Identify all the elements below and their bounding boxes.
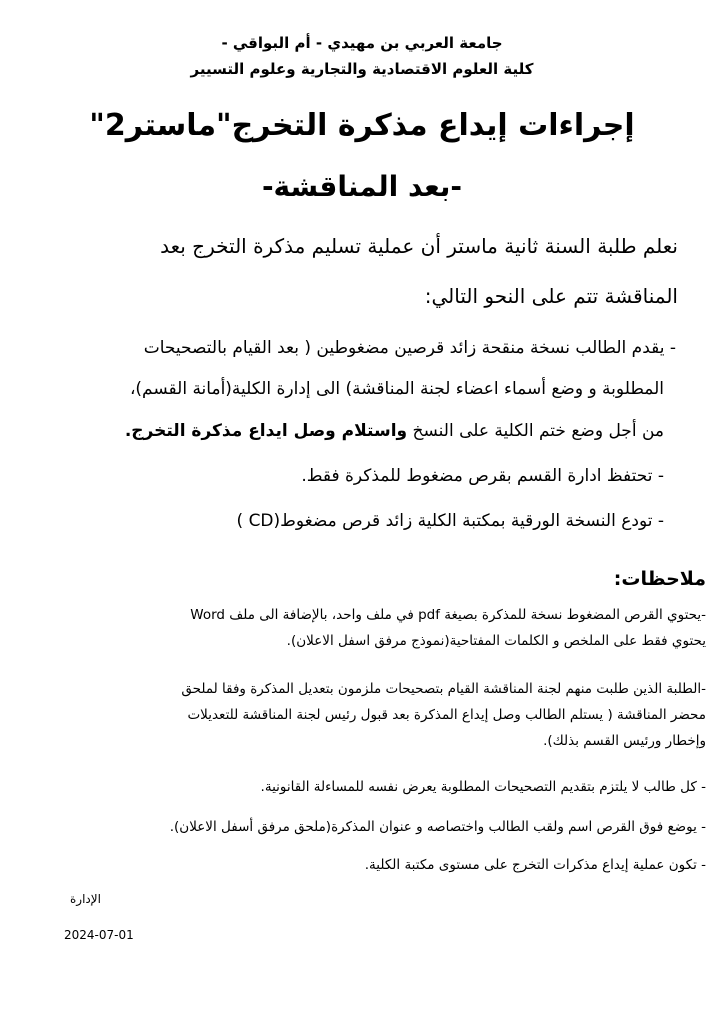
step-1-line-3 — [24, 420, 664, 442]
notes-heading: ملاحظات: — [613, 568, 706, 590]
note-1-line-1: -يحتوي القرص المضغوط نسخة للمذكرة بصيغة pdf في ملف واحد، بالإضافة الى ملف Word — [190, 607, 706, 623]
document-subtitle: -بعد المناقشة- — [261, 170, 463, 203]
intro-line-2: المناقشة تتم على النحو التالي: — [424, 284, 678, 308]
note-2-line-2: محضر المناقشة ( يستلم الطالب وصل إيداع المذكرة بعد قبول رئيس لجنة المناقشة للتعديلات — [187, 707, 706, 723]
signature-administration: الإدارة — [70, 892, 101, 906]
university-name: جامعة العربي بن مهيدي - أم البواقي - — [221, 34, 503, 52]
document-title: إجراءات إيداع مذكرة التخرج"ماستر2" — [89, 108, 635, 143]
note-4: - يوضع فوق القرص اسم ولقب الطالب واختصاصه و عنوان المذكرة(ملحق مرفق أسفل الاعلان). — [169, 819, 706, 835]
step-1-line-3-bold: واستلام وصل ايداع مذكرة التخرج. — [124, 421, 408, 441]
note-1-line-2: يحتوي فقط على الملخص و الكلمات المفتاحية(نموذج مرفق اسفل الاعلان). — [286, 633, 706, 649]
note-3: - كل طالب لا يلتزم بتقديم التصحيحات المطلوبة يعرض نفسه للمساءلة القانونية. — [260, 779, 706, 795]
intro-line-1: نعلم طلبة السنة ثانية ماستر أن عملية تسليم مذكرة التخرج بعد — [160, 234, 678, 258]
note-5: - تكون عملية إيداع مذكرات التخرج على مستوى مكتبة الكلية. — [364, 857, 706, 873]
step-1-line-2: المطلوبة و وضع أسماء اعضاء لجنة المناقشة) الى إدارة الكلية(أمانة القسم)، — [129, 379, 664, 399]
faculty-name: كلية العلوم الاقتصادية والتجارية وعلوم التسيير — [190, 60, 534, 78]
step-1-line-1: - يقدم الطالب نسخة منقحة زائد قرصين مضغوطين ( بعد القيام بالتصحيحات — [143, 338, 676, 358]
step-2: - تحتفظ ادارة القسم بقرص مضغوط للمذكرة فقط. — [301, 466, 664, 486]
note-2-line-3: وإخطار ورئيس القسم بذلك). — [543, 733, 706, 749]
step-3: - تودع النسخة الورقية بمكتبة الكلية زائد قرص مضغوط(CD ) — [236, 511, 664, 531]
note-2-line-1: -الطلبة الذين طلبت منهم لجنة المناقشة القيام بتصحيحات ملزمون بتعديل المذكرة وفقا لملحق — [181, 681, 706, 697]
document-date: 2024-07-01 — [64, 928, 134, 942]
step-1-line-3-normal: من أجل وضع ختم الكلية على النسخ — [407, 421, 664, 441]
